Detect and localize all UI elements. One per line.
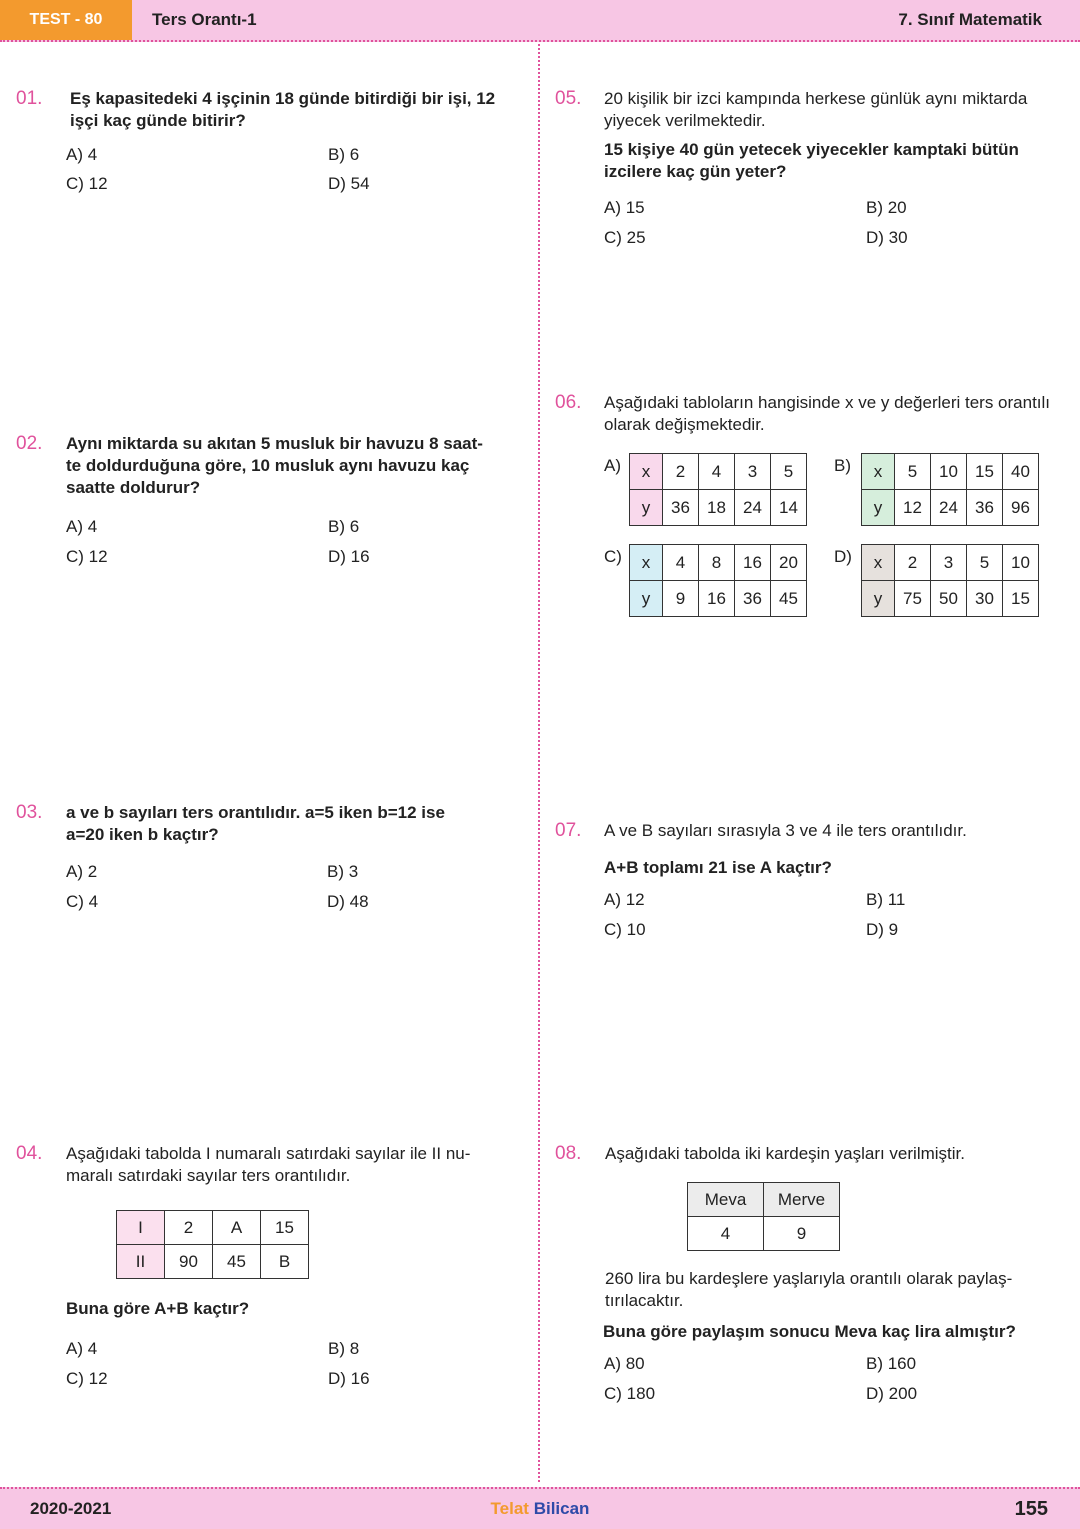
header-title: Ters Orantı-1	[152, 10, 257, 29]
q5-question: 15 kişiye 40 gün yetecek yiyecekler kamptaki bütün izcilere kaç gün yeter?	[604, 140, 1019, 181]
q7-number: 07.	[555, 820, 582, 841]
q4-cell: 15	[261, 1211, 309, 1245]
q6d-cell: 50	[931, 581, 967, 617]
footer-brand	[0, 1489, 1080, 1529]
q6a-cell: 14	[771, 490, 807, 526]
q5-option-c[interactable]: C) 25	[604, 228, 646, 247]
q5-option-d[interactable]: D) 30	[866, 228, 908, 247]
q6d-cell: 15	[1003, 581, 1039, 617]
q6-table-c[interactable]	[629, 544, 807, 617]
q6b-cell: 40	[1003, 454, 1039, 490]
q6b-cell: 15	[967, 454, 1003, 490]
q6b-cell: y	[862, 490, 895, 526]
q4-cell: A	[213, 1211, 261, 1245]
q8-header-cell: Meva	[688, 1183, 764, 1217]
q1-number: 01.	[16, 88, 43, 109]
page-footer	[0, 1487, 1080, 1529]
q6-table-a[interactable]	[629, 453, 807, 526]
q4-line-1: Aşağıdaki tabolda I numaralı satırdaki sayılar ile II nu-	[66, 1144, 471, 1163]
q6a-cell: 24	[735, 490, 771, 526]
q6c-cell: 8	[699, 545, 735, 581]
q4-question: Buna göre A+B kaçtır?	[66, 1299, 250, 1318]
test-badge: TEST - 80	[0, 0, 132, 40]
q1-option-a[interactable]: A) 4	[66, 145, 98, 164]
q6-number: 06.	[555, 392, 582, 413]
footer-year: 2020-2021	[30, 1499, 112, 1518]
q6-table-d[interactable]	[861, 544, 1039, 617]
q3-option-c[interactable]: C) 4	[66, 892, 99, 911]
q3-option-d[interactable]: D) 48	[327, 892, 369, 911]
q8-table	[687, 1182, 840, 1251]
q8-option-d[interactable]: D) 200	[866, 1384, 918, 1403]
q1-option-d[interactable]: D) 54	[328, 174, 370, 193]
q8-option-b[interactable]: B) 160	[866, 1354, 917, 1373]
q8-question: Buna göre paylaşım sonucu Meva kaç lira almıştır?	[603, 1322, 1016, 1341]
q6c-cell: 45	[771, 581, 807, 617]
q5-option-b[interactable]: B) 20	[866, 198, 907, 217]
q6-table-b[interactable]	[861, 453, 1039, 526]
column-divider	[538, 44, 540, 1482]
q4-cell: 2	[165, 1211, 213, 1245]
q4-option-b[interactable]: B) 8	[328, 1339, 360, 1358]
q8-line-2: tırılacaktır.	[605, 1291, 684, 1310]
q8-option-a[interactable]: A) 80	[604, 1354, 645, 1373]
q8-text: Aşağıdaki tabolda iki kardeşin yaşları verilmiştir.	[605, 1144, 965, 1163]
q8-header-cell: Merve	[764, 1183, 840, 1217]
q2-number: 02.	[16, 433, 43, 454]
q6d-cell: 30	[967, 581, 1003, 617]
q6c-cell: 16	[699, 581, 735, 617]
q6c-cell: 9	[663, 581, 699, 617]
q2-option-b[interactable]: B) 6	[328, 517, 360, 536]
q2-option-a[interactable]: A) 4	[66, 517, 98, 536]
q6a-cell: 2	[663, 454, 699, 490]
q4-cell: II	[117, 1245, 165, 1279]
q6b-cell: x	[862, 454, 895, 490]
page-header	[0, 0, 1080, 42]
q7-option-a[interactable]: A) 12	[604, 890, 645, 909]
q3-text: a ve b sayıları ters orantılıdır. a=5 iken b=12 ise a=20 iken b kaçtır?	[66, 803, 445, 844]
q6b-cell: 24	[931, 490, 967, 526]
q6-option-b-label[interactable]: B)	[834, 456, 851, 475]
q6b-cell: 5	[895, 454, 931, 490]
q4-line-2: maralı satırdaki sayılar ters orantılıdır.	[66, 1166, 351, 1185]
q6d-cell: 5	[967, 545, 1003, 581]
q6d-cell: 75	[895, 581, 931, 617]
q6d-cell: 10	[1003, 545, 1039, 581]
q3-option-b[interactable]: B) 3	[327, 862, 359, 881]
q4-option-c[interactable]: C) 12	[66, 1369, 108, 1388]
q5-number: 05.	[555, 88, 582, 109]
q6a-cell: 36	[663, 490, 699, 526]
q6c-cell: 4	[663, 545, 699, 581]
q6d-cell: 3	[931, 545, 967, 581]
q3-number: 03.	[16, 802, 43, 823]
q6d-cell: x	[862, 545, 895, 581]
q5-option-a[interactable]: A) 15	[604, 198, 645, 217]
q8-option-c[interactable]: C) 180	[604, 1384, 656, 1403]
q3-option-a[interactable]: A) 2	[66, 862, 98, 881]
q6-text: Aşağıdaki tabloların hangisinde x ve y değerleri ters orantılı olarak değişmektedir.	[604, 393, 1051, 434]
q6d-cell: y	[862, 581, 895, 617]
q6c-cell: 20	[771, 545, 807, 581]
q6b-cell: 36	[967, 490, 1003, 526]
brand-first: Telat	[490, 1499, 529, 1518]
q6-option-c-label[interactable]: C)	[604, 547, 622, 566]
q4-cell: 45	[213, 1245, 261, 1279]
q6a-cell: 3	[735, 454, 771, 490]
q6c-cell: x	[630, 545, 663, 581]
q6-option-a-label[interactable]: A)	[604, 456, 621, 475]
q2-line-3: saatte doldurur?	[66, 478, 201, 497]
q4-table	[116, 1210, 309, 1279]
q2-option-d[interactable]: D) 16	[328, 547, 370, 566]
q8-number: 08.	[555, 1143, 582, 1164]
q7-text: A ve B sayıları sırasıyla 3 ve 4 ile ters orantılıdır.	[604, 821, 967, 840]
brand-second: Bilican	[533, 1499, 590, 1518]
q1-option-c[interactable]: C) 12	[66, 174, 108, 193]
q4-option-d[interactable]: D) 16	[328, 1369, 370, 1388]
q6a-cell: 18	[699, 490, 735, 526]
q8-value-cell: 9	[764, 1217, 840, 1251]
q6b-cell: 10	[931, 454, 967, 490]
q8-value-cell: 4	[688, 1217, 764, 1251]
q6c-cell: 36	[735, 581, 771, 617]
q2-line-2: te doldurduğuna göre, 10 musluk aynı havuzu kaç	[66, 456, 470, 475]
q6a-cell: x	[630, 454, 663, 490]
q8-line-1: 260 lira bu kardeşlere yaşlarıyla orantılı olarak paylaş-	[605, 1269, 1013, 1288]
q4-cell: 90	[165, 1245, 213, 1279]
q1-text: Eş kapasitedeki 4 işçinin 18 günde bitirdiği bir işi, 12 işçi kaç günde bitirir?	[70, 89, 496, 130]
q2-line-1: Aynı miktarda su akıtan 5 musluk bir havuzu 8 saat-	[66, 434, 483, 453]
header-subject: 7. Sınıf Matematik	[898, 10, 1042, 29]
q6c-cell: y	[630, 581, 663, 617]
q6b-cell: 96	[1003, 490, 1039, 526]
q6a-cell: 4	[699, 454, 735, 490]
q6b-cell: 12	[895, 490, 931, 526]
page-number: 155	[1014, 1498, 1048, 1520]
q6-option-d-label[interactable]: D)	[834, 547, 852, 566]
q4-option-a[interactable]: A) 4	[66, 1339, 98, 1358]
q2-option-c[interactable]: C) 12	[66, 547, 108, 566]
q7-option-d[interactable]: D) 9	[866, 920, 899, 939]
q7-option-c[interactable]: C) 10	[604, 920, 646, 939]
q7-question: A+B toplamı 21 ise A kaçtır?	[604, 858, 832, 877]
q4-cell: I	[117, 1211, 165, 1245]
q4-number: 04.	[16, 1143, 43, 1164]
q6d-cell: 2	[895, 545, 931, 581]
q6a-cell: 5	[771, 454, 807, 490]
q7-option-b[interactable]: B) 11	[866, 890, 906, 909]
q1-option-b[interactable]: B) 6	[328, 145, 360, 164]
q5-intro: 20 kişilik bir izci kampında herkese günlük aynı miktarda yiyecek verilmektedir.	[604, 89, 1028, 130]
q4-cell: B	[261, 1245, 309, 1279]
q6a-cell: y	[630, 490, 663, 526]
q6c-cell: 16	[735, 545, 771, 581]
